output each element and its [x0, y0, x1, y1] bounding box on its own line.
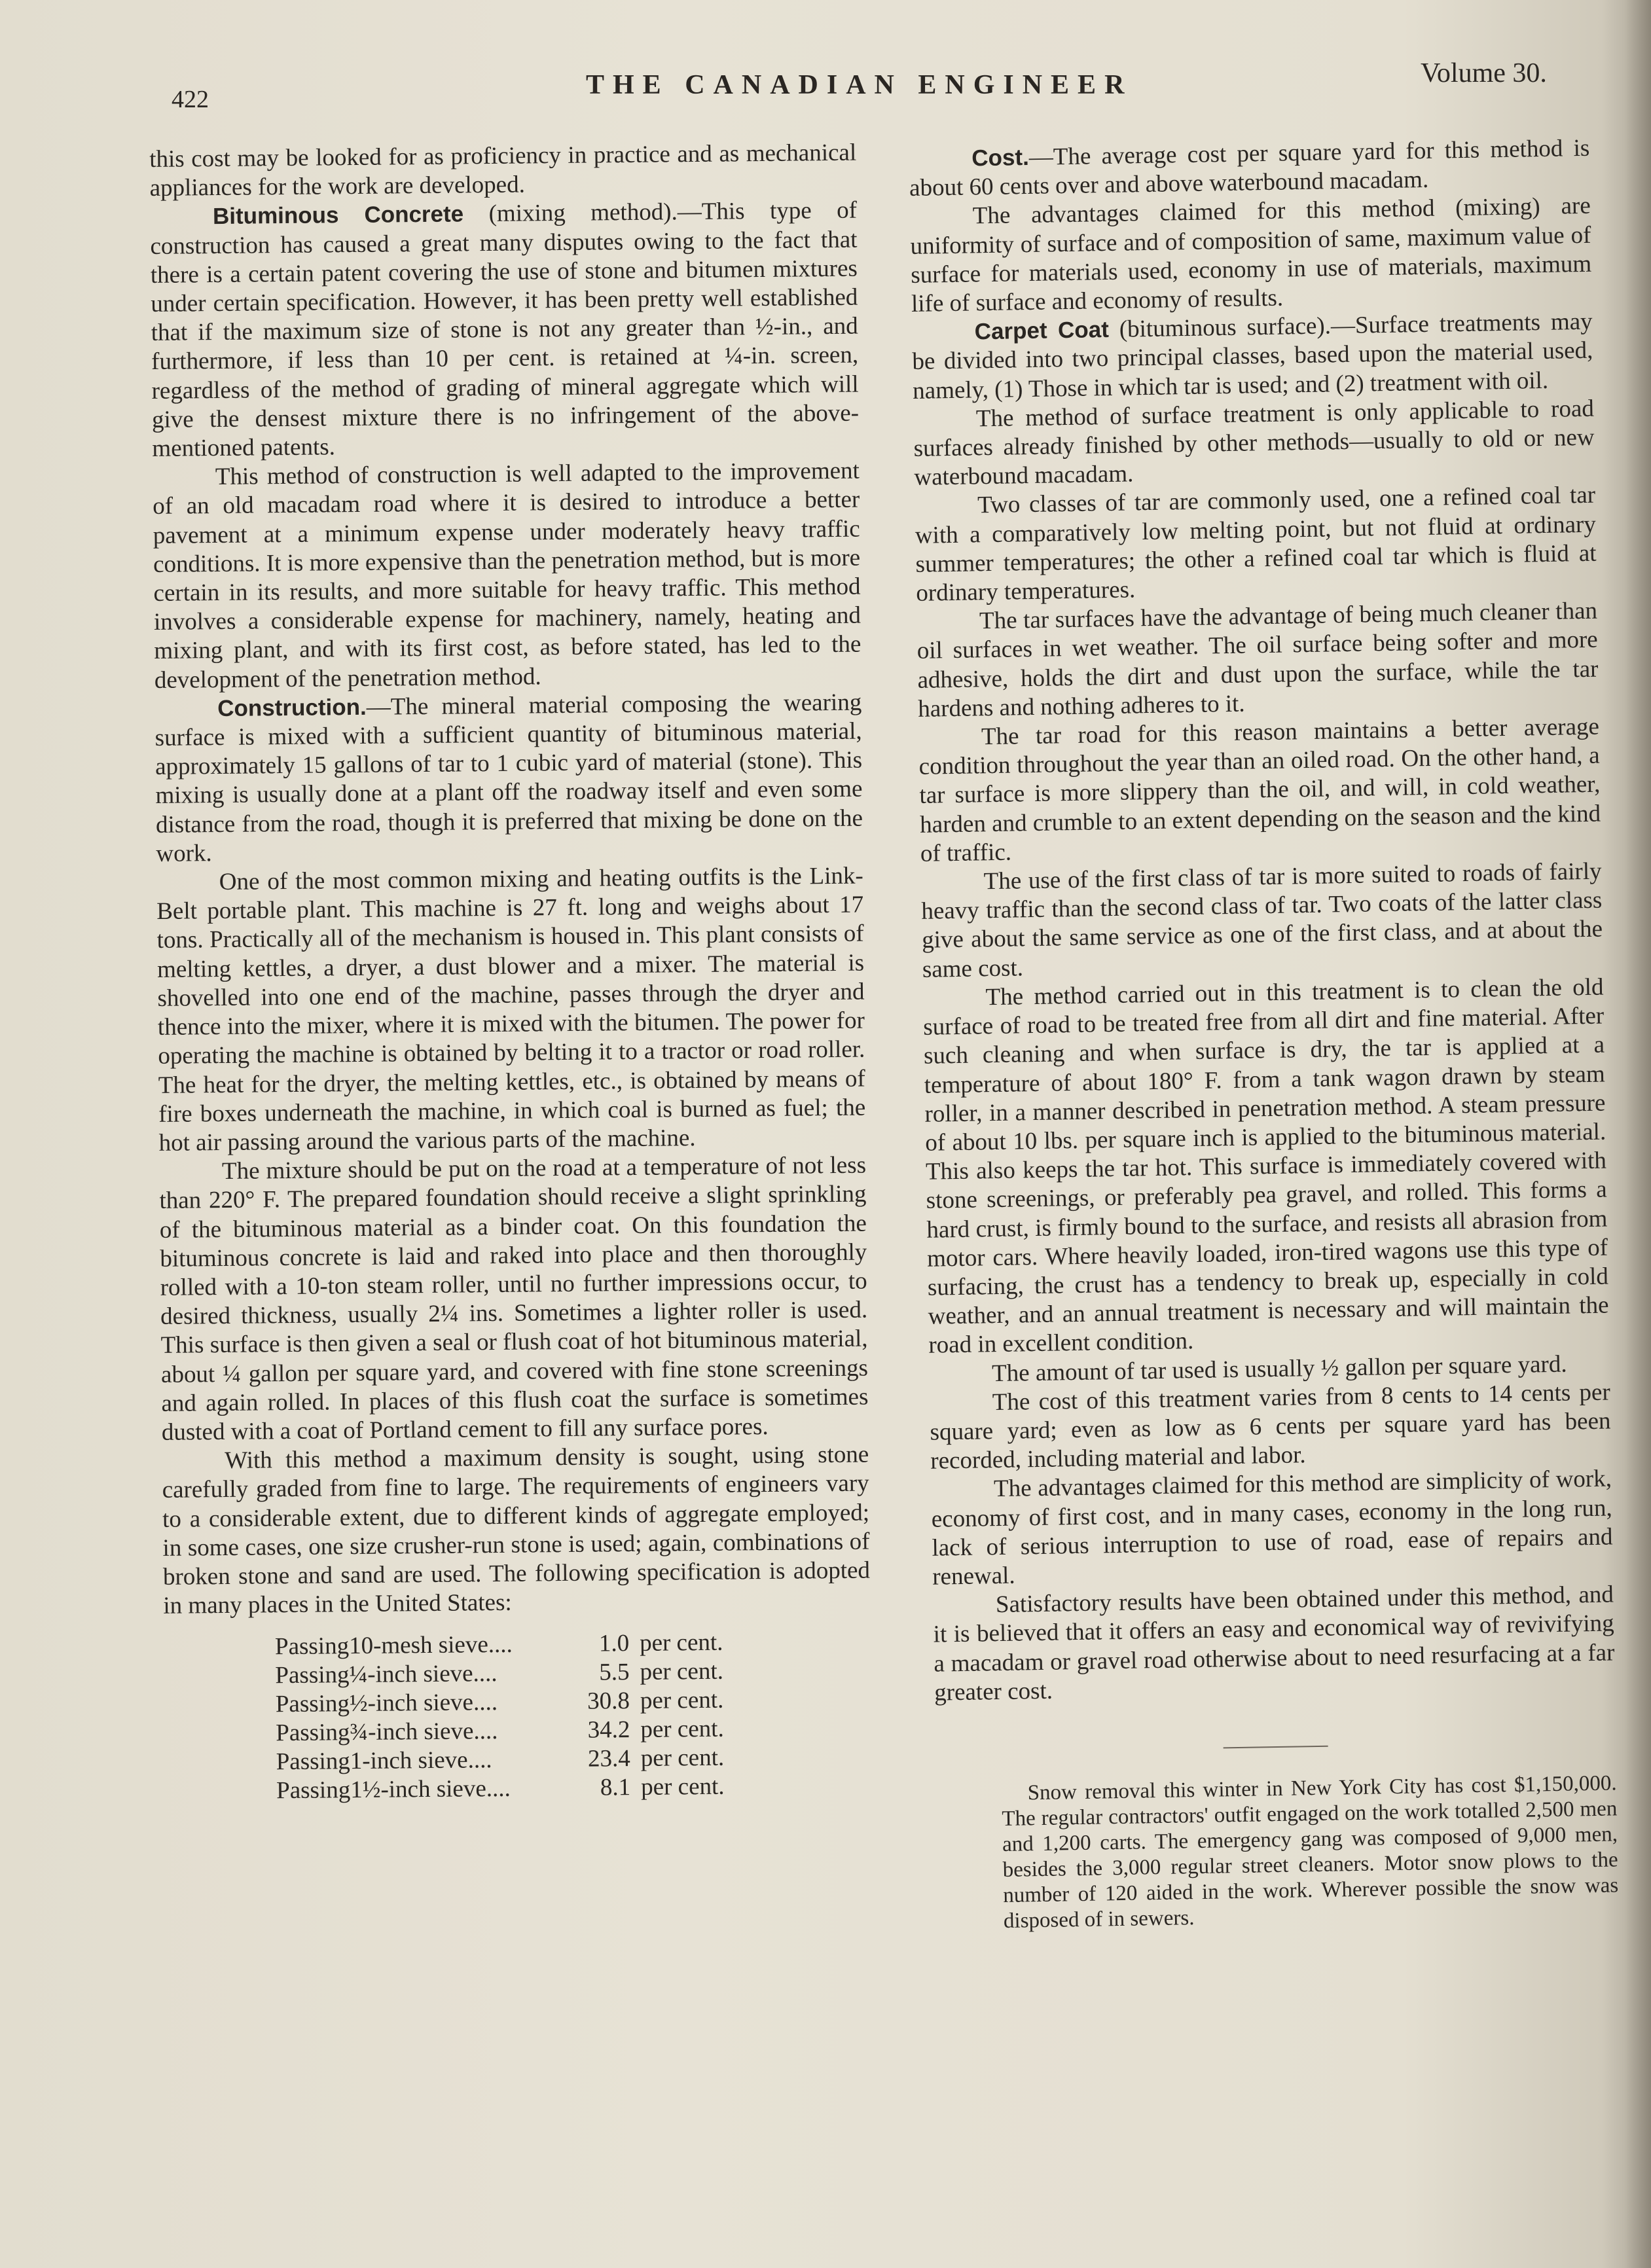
table-cell: per cent. [640, 1773, 725, 1801]
paragraph: Two classes of tar are commonly used, one a refined coal tar with a comparatively low melting point, but not fluid at ordinary summer temperatures; the other a refined coal tar which is fluid at ordinary temperatures. [915, 482, 1597, 607]
table-cell: per cent. [640, 1716, 724, 1744]
table-cell: 1-inch sieve.... [350, 1746, 492, 1775]
paragraph: The cost of this treatment varies from 8 cents to 14 cents per square yard; even as low as 6 cents per square yard has been recorded, including material and labor. [930, 1378, 1611, 1475]
table-row [276, 1773, 725, 1806]
table-cell: 1½-inch sieve.... [350, 1775, 511, 1804]
table-cell: 1.0 [598, 1630, 630, 1657]
paragraph: One of the most common mixing and heating outfits is the Link-Belt portable plant. This machine is 27 ft. long and weighs about 17 tons. Practically all of the mechanism is housed in. This plant consists of melting kettles, a dryer, a dust blower and a mixer. The material is shovelled into one end of the machine, passes through the dryer and thence into the mixer, where it is mixed with the bitumen. The power for operating the machine is obtained by belting it to a tractor or road roller. The heat for the dryer, the melting kettles, etc., is obtained by means of fire boxes underneath the machine, in which coal is burned as fuel; the hot air passing around the various parts of the machine. [156, 862, 866, 1157]
paragraph-body: (mixing method).—This type of construction has caused a great many disputes owing to the fact that there is a certain patent covering the use of stone and bitumen mixtures under certain specification. However, it has been pretty well established that if the maximum size of stone is not any greater than ½-in., and furthermore, if less than 10 per cent. is retained at ¼-in. screen, regardless of the method of grading of mineral aggregate which will give the densest mixture there is no infringement of the above-mentioned patents. [150, 197, 860, 463]
page-binding-shadow [1625, 0, 1651, 2268]
table-cell: Passing [276, 1776, 351, 1805]
paragraph [911, 308, 1593, 406]
table-cell: ¾-inch sieve.... [350, 1718, 498, 1746]
paragraph: this cost may be looked for as proficiency in practice and as mechanical appliances for the work are developed. [149, 139, 857, 202]
paragraph: The amount of tar used is usually ½ gallon per square yard. [991, 1350, 1567, 1387]
table-cell: 5.5 [599, 1659, 630, 1686]
running-title: THE CANADIAN ENGINEER [586, 70, 1133, 100]
paragraph: Satisfactory results have been obtained under this method, and it is believed that it offers an easy and economical way of revivifying a macadam or gravel road otherwise about to need resurfacing at a far greater cost. [933, 1581, 1615, 1706]
left-column [149, 139, 872, 1807]
section-divider [1224, 1746, 1328, 1749]
table-cell: ½-inch sieve.... [349, 1689, 498, 1718]
table-cell: Passing [276, 1719, 350, 1747]
page-header [0, 58, 1651, 113]
news-note-text: Snow removal this winter in New York City has cost $1,150,000. The regular contractors' outfit engaged on the work totalled 2,500 men and 1,200 carts. The emergency gang was composed of 9,000 men, besides the 3,000 regular street cleaners. Motor snow plows to the number of 120 aided in the work. Wherever possible the snow was disposed of in sewers. [1002, 1771, 1619, 1933]
page-number: 422 [172, 86, 209, 113]
paragraph: The tar road for this reason maintains a better average condition throughout the year than an oiled road. On the other hand, a tar surface is more slippery than the oil, and will, in cold weather, harden and crumble to an extent depending on the season and the kind of traffic. [918, 713, 1601, 867]
paragraph: The use of the first class of tar is more suited to roads of fairly heavy traffic than the second class of tar. Two coats of the latter class give about the same service as one of the first class, and at about the same cost. [921, 857, 1603, 983]
section-heading-cost: Cost. [971, 144, 1030, 171]
table-cell: 23.4 [587, 1745, 630, 1773]
paragraph: The method of surface treatment is only applicable to road surfaces already finished by other methods—usually to old or new waterbound macadam. [913, 395, 1595, 492]
sieve-specification-table [275, 1629, 725, 1806]
table-cell: Passing [275, 1661, 350, 1689]
paragraph [154, 688, 863, 869]
table-cell: 30.8 [587, 1687, 630, 1716]
table-row [276, 1744, 725, 1777]
paragraph: The method carried out in this treatment is to clean the old surface of road to be treated free from all dirt and fine material. After such cleaning and when surface is dry, the tar is applied at a temperature of about 180° F. from a tank wagon drawn by steam roller, in a manner described in penetration method. A steam pressure of about 10 lbs. per square inch is applied to the bituminous material. This also keeps the tar hot. This surface is immediately covered with stone screenings, or preferably pea gravel, and rolled. This forms a hard crust, is firmly bound to the surface, and resists all abrasion from motor cars. Where heavily loaded, iron-tired wagons use this type of surfacing, the crust has a tendency to break up, especially in cold weather, and an annual treatment is necessary and will maintain the road in excellent condition. [923, 973, 1609, 1359]
paragraph: This method of construction is well adapted to the improvement of an old macadam road where it is desired to introduce a better pavement at a minimum expense under moderately heavy traffic conditions. It is more expensive than the penetration method, but is more certain in its results, and more suitable for heavy traffic. This method involves a considerable expense for machinery, namely, heating and mixing plant, and with its first cost, as before stated, has led to the development of the penetration method. [153, 457, 862, 694]
paragraph: With this method a maximum density is sought, using stone carefully graded from fine to large. The requirements of engineers vary to a considerable extent, due to different kinds of aggregate employed; in some cases, one size crusher-run stone is used; again, combinations of broken stone and sand are used. The following specification is adopted in many places in the United States: [162, 1441, 871, 1620]
news-note [1001, 1771, 1619, 1934]
right-column [909, 134, 1619, 1935]
table-cell: per cent. [640, 1687, 724, 1715]
table-cell: per cent. [639, 1629, 723, 1657]
paragraph [150, 196, 860, 463]
section-heading-carpet-coat: Carpet Coat [974, 317, 1110, 345]
paragraph-body: (bituminous surface).—Surface treatments may be divided into two principal classes, based upon the material used, namely, (1) Those in which tar is used; and (2) treatment with oil. [912, 308, 1593, 405]
section-heading-bituminous-concrete: Bituminous Concrete [212, 201, 464, 230]
table-cell: Passing [274, 1632, 350, 1661]
table-row [275, 1629, 723, 1662]
table-cell: 10-mesh sieve.... [348, 1631, 513, 1660]
paragraph: The advantages claimed for this method (mixing) are uniformity of surface and of composition of same, maximum value of surface for materials used, economy in use of materials, maximum life of surface and economy of results. [910, 192, 1592, 317]
table-cell: 8.1 [600, 1774, 631, 1801]
paragraph: The advantages claimed for this method are simplicity of work, economy of first cost, and in many cases, economy in the long run, lack of serious interruption to use of road, ease of repairs and renewal. [931, 1465, 1613, 1591]
paragraph: The tar surfaces have the advantage of being much cleaner than oil surfaces in wet weather. The oil surface being softer and more adhesive, holds the dirt and dust upon the surface, while the tar hardens and nothing adheres to it. [916, 597, 1599, 723]
table-row [275, 1657, 723, 1691]
table-cell: 34.2 [587, 1716, 630, 1744]
paragraph-body: —The average cost per square yard for this method is about 60 cents over and above waterbound macadam. [909, 134, 1590, 202]
table-row [276, 1715, 724, 1748]
paragraph: The mixture should be put on the road at a temperature of not less than 220° F. The prepared foundation should receive a slight sprinkling of the bituminous material as a binder coat. On this foundation the bituminous concrete is laid and raked into place and then thoroughly rolled with a 10-ton steam roller, until no further impressions occur, to desired thickness, usually 2¼ ins. Sometimes a lighter roller is used. This surface is then given a seal or flush coat of hot bituminous material, about ¼ gallon per square yard, and covered with fine stone screenings and again rolled. In places of this flush coat the surface is sometimes dusted with a coat of Portland cement to fill any surface pores. [159, 1151, 869, 1446]
table-cell: Passing [275, 1690, 350, 1718]
paragraph-body: —The mineral material composing the wearing surface is mixed with a sufficient quantity of bituminous material, approximately 15 gallons of tar to 1 cubic yard of material (stone). This mixing is usually done at a plant off the roadway itself and even some distance from the road, though it is preferred that mixing be done on the work. [154, 689, 863, 867]
table-cell: per cent. [640, 1658, 724, 1686]
table-row [276, 1686, 724, 1719]
section-heading-construction: Construction. [217, 694, 367, 721]
volume-label: Volume 30. [1421, 58, 1547, 88]
table-cell: per cent. [640, 1744, 725, 1773]
table-cell: Passing [276, 1748, 350, 1776]
table-cell: ¼-inch sieve.... [349, 1660, 498, 1689]
paragraph [909, 134, 1590, 204]
